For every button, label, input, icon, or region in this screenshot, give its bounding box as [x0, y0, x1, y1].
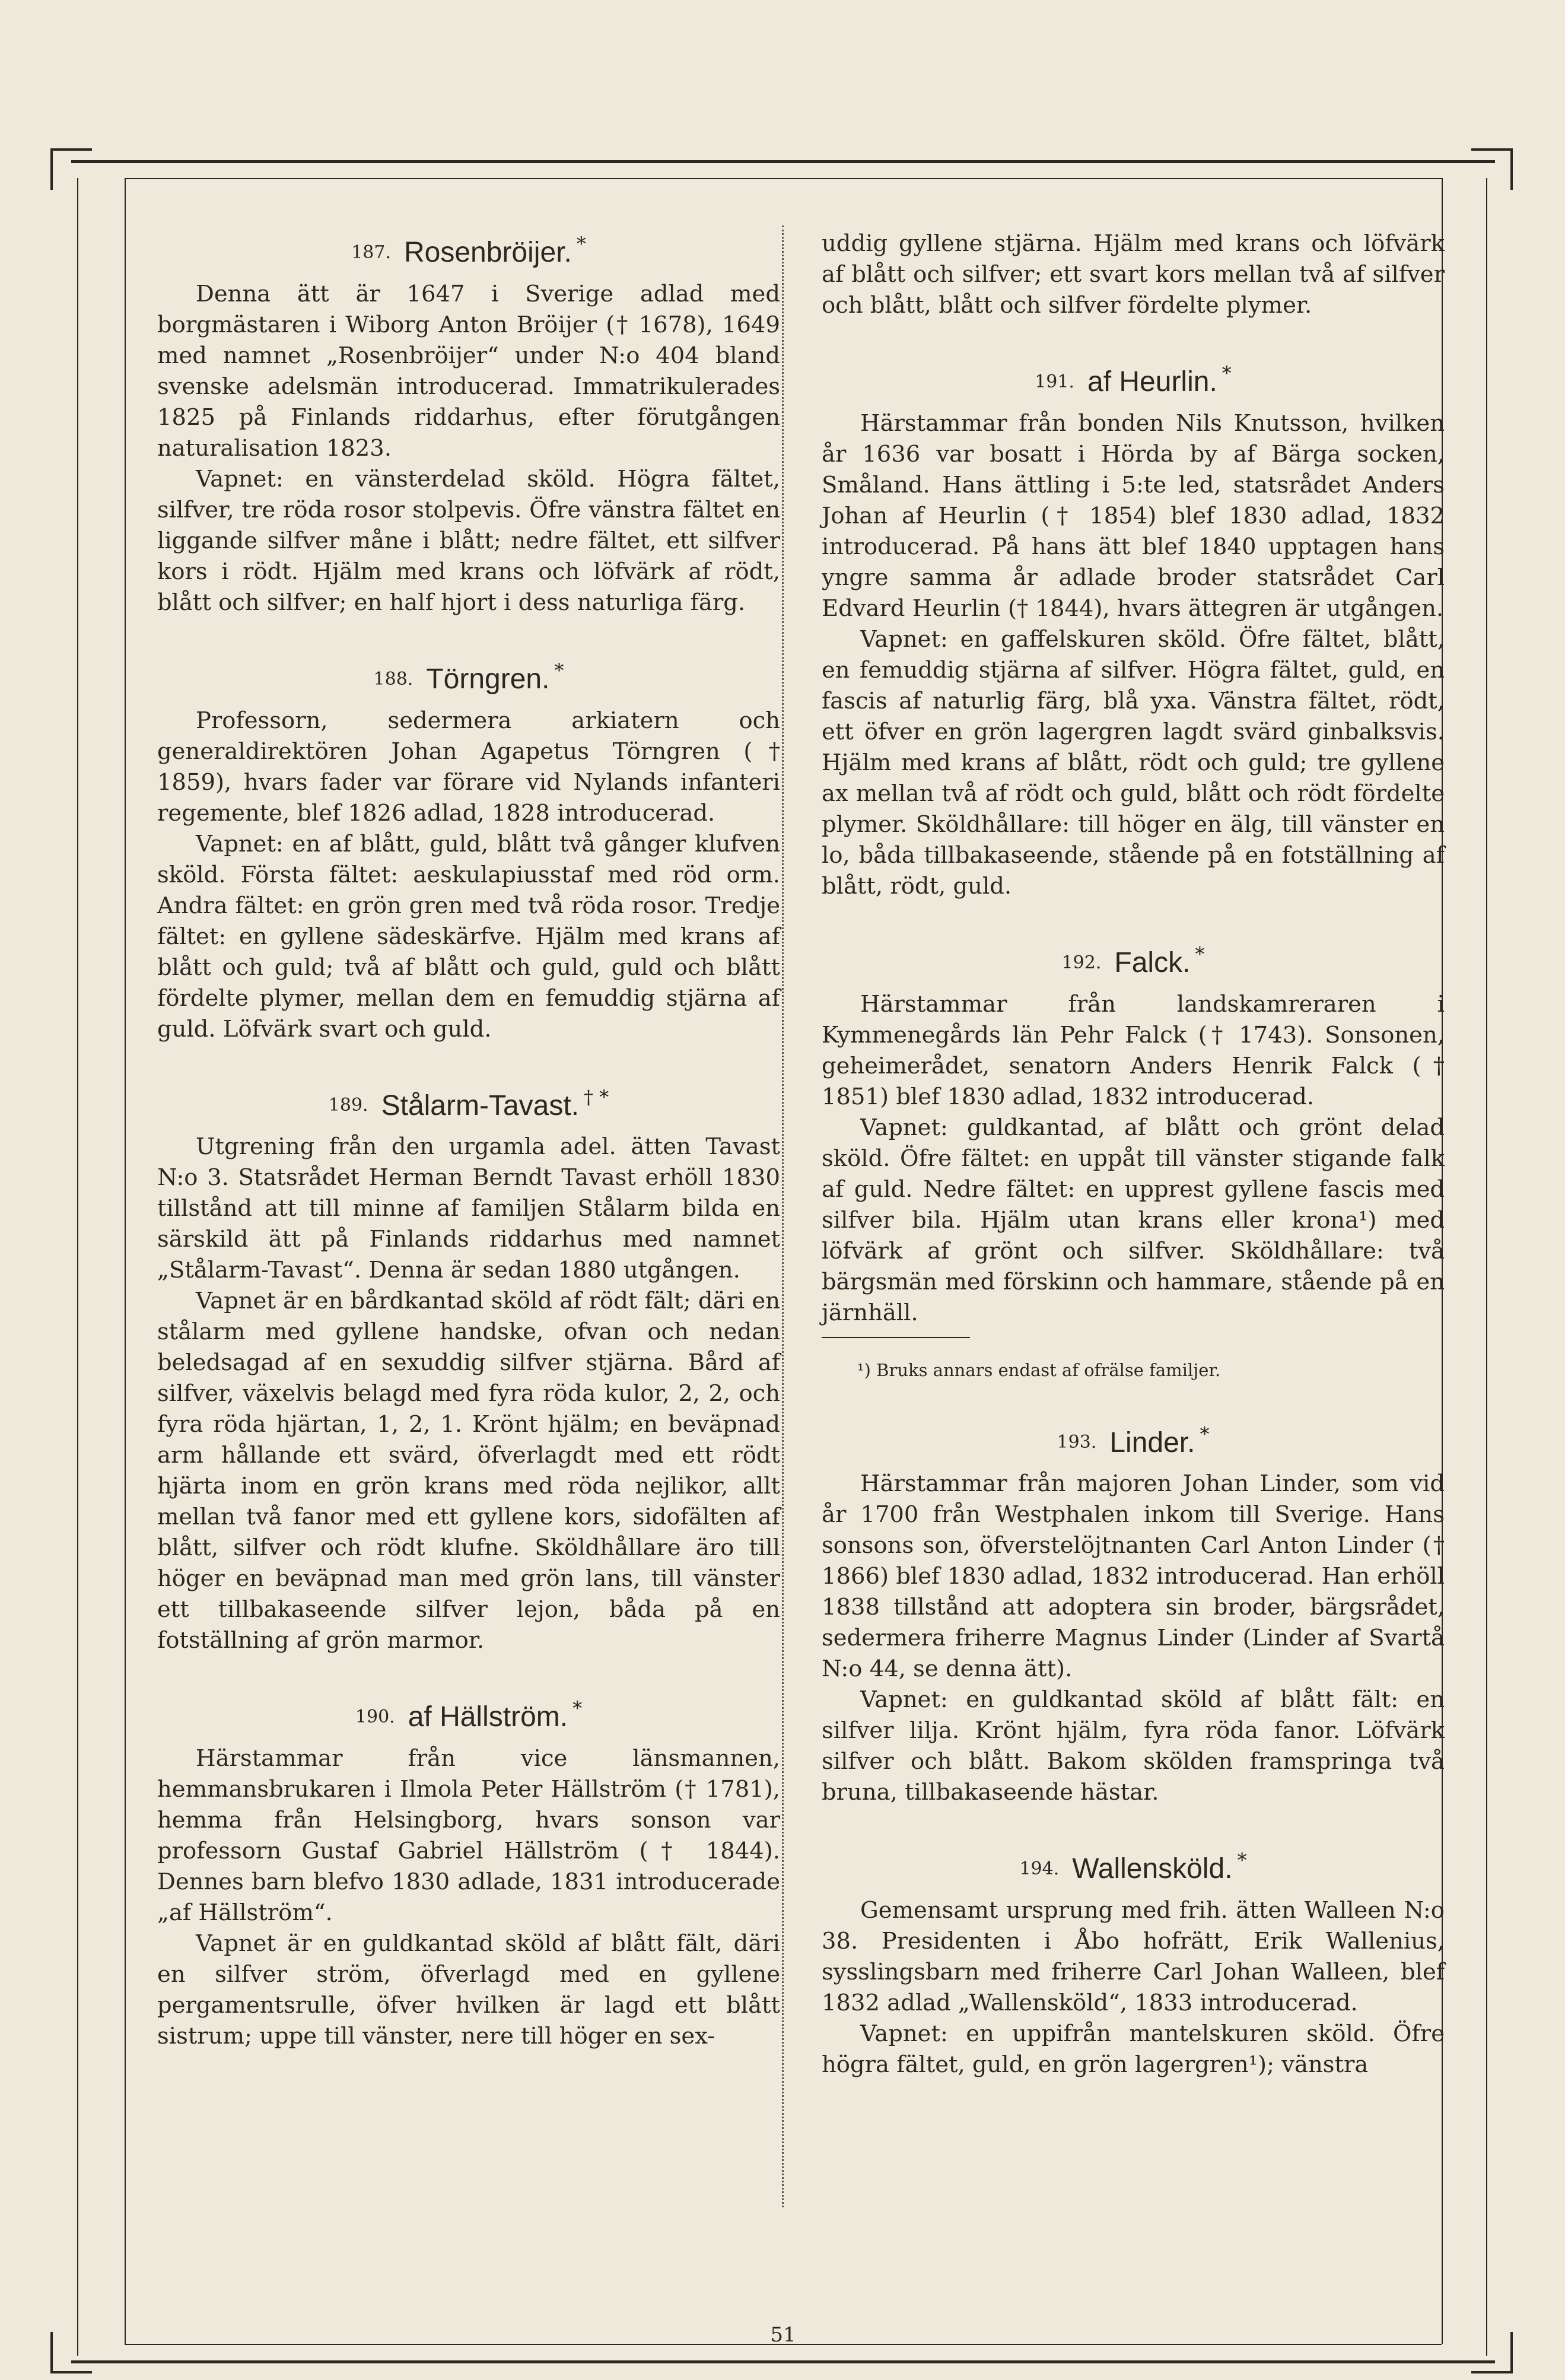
frame-corner-top-right: [1471, 148, 1513, 190]
entry-189: [157, 1082, 780, 1657]
entry-number: 187.: [351, 242, 391, 263]
entry-name: Linder.: [1109, 1426, 1195, 1458]
entry-number: 193.: [1057, 1432, 1097, 1453]
entry-paragraph: Vapnet: guldkantad, af blått och grönt delad sköld. Öfre fältet: en uppåt till vänster stigande falk af guld. Nedre fältet: en upprest gyllene fascis med silfver bila. Hjälm utan krans eller krona¹) med löfvärk af grönt och silfver. Sköldhållare: två bärgsmän med förskinn och hammare, stående på en järnhäll.: [822, 1114, 1445, 1326]
entry-number: 190.: [355, 1707, 395, 1728]
entry-mark: *: [576, 233, 586, 255]
frame-left-inner-line: [125, 178, 126, 2344]
entry-heading: [822, 1845, 1445, 1885]
entry-paragraph: Vapnet: en vänsterdelad sköld. Högra fältet, silfver, tre röda rosor stolpevis. Öfre vänstra fältet en liggande silfver måne i blått; nedre fältet, ett silfver kors i rödt. Hjälm med krans och löfvärk af rödt, blått och silfver; en half hjort i dess naturliga färg.: [157, 465, 780, 616]
entry-paragraph: Härstammar från bonden Nils Knutsson, hvilken år 1636 var bosatt i Hörda by af Bärga socken, Småland. Hans ättling i 5:te led, statsrådet Anders Johan af Heurlin († 1854) blef 1830 adlad, 1832 introducerad. På hans ätt blef 1840 upptagen hans yngre samma år adlade broder statsrådet Carl Edvard Heurlin († 1844), hvars ättegren är utgången.: [822, 409, 1445, 622]
entry-paragraph: Vapnet: en guldkantad sköld af blått fält: en silfver lilja. Krönt hjälm, fyra röda fanor. Löfvärk silfver och blått. Bakom skölden framspringa två bruna, tillbakaseende hästar.: [822, 1686, 1445, 1806]
continuation-paragraph: uddig gyllene stjärna. Hjälm med krans och löfvärk af blått och silfver; ett svart kors mellan två af silfver och blått, blått och silfver fördelte plymer.: [822, 230, 1445, 319]
entry-paragraph: Utgrening från den urgamla adel. ätten Tavast N:o 3. Statsrådet Herman Berndt Tavast erhöll 1830 tillstånd att till minne af familjen Stålarm bilda en särskild ätt på Finlands riddarhus med namnet „Stålarm-Tavast“. Denna är sedan 1880 utgången.: [157, 1133, 780, 1284]
frame-bottom-outer-line: [71, 2360, 1495, 2363]
entry-paragraph: Härstammar från majoren Johan Linder, som vid år 1700 från Westphalen inkom till Sverige. Hans sonsons son, öfverstelöjtnanten Carl Anton Linder († 1866) blef 1830 adlad, 1832 introducerad. Han erhöll 1838 tillstånd att adoptera sin broder, bärgsrådet, sedermera friherre Magnus Linder (Linder af Svartå N:o 44, se denna ätt).: [822, 1470, 1445, 1683]
entry-mark: † *: [584, 1085, 609, 1108]
entry-paragraph: Professorn, sedermera arkiatern och generaldirektören Johan Agapetus Törngren († 1859), hvars fader var förare vid Nylands infanteri regemente, blef 1826 adlad, 1828 introducerad.: [157, 707, 780, 827]
entry-heading: [157, 655, 780, 695]
frame-corner-bottom-right: [1471, 2332, 1513, 2373]
entry-mark: *: [554, 659, 564, 682]
entry-number: 191.: [1035, 371, 1075, 392]
entry-187: [157, 228, 780, 618]
entry-mark: *: [1200, 1422, 1210, 1445]
frame-top-outer-line: [71, 160, 1495, 163]
entry-number: 194.: [1019, 1858, 1060, 1880]
entry-name: Falck.: [1114, 946, 1191, 978]
footnote: ¹) Bruks annars endast af ofrälse familjer.: [857, 1359, 1221, 1380]
entry-paragraph: Härstammar från landskamreraren i Kymmenegårds län Pehr Falck († 1743). Sonsonen, geheimerådet, senatorn Anders Henrik Falck († 1851) blef 1830 adlad, 1832 introducerad.: [822, 990, 1445, 1110]
entry-mark: *: [1237, 1849, 1247, 1872]
entry-name: af Heurlin.: [1087, 366, 1217, 398]
entry-paragraph: Gemensamt ursprung med frih. ätten Walleen N:o 38. Presidenten i Åbo hofrätt, Erik Wallenius, sysslingsbarn med friherre Carl Johan Walleen, blef 1832 adlad „Wallensköld“, 1833 introducerad.: [822, 1897, 1445, 2017]
entry-mark: *: [572, 1697, 583, 1720]
entry-paragraph: Denna ätt är 1647 i Sverige adlad med borgmästaren i Wiborg Anton Bröijer († 1678), 1649 med namnet „Rosenbröijer“ under N:o 404 bland svenske adelsmän introducerad. Immatrikulerades 1825 på Finlands riddarhus, efter förutgången naturalisation 1823.: [157, 280, 780, 462]
frame-right-outer-line: [1486, 178, 1487, 2356]
entry-name: Stålarm-Tavast.: [381, 1089, 580, 1121]
entry-paragraph: Vapnet: en af blått, guld, blått två gånger klufven sköld. Första fältet: aeskulapiusstaf med röd orm. Andra fältet: en grön gren med två röda rosor. Tredje fältet: en gyllene sädeskärfve. Hjälm med krans af blått och guld; två af blått och guld, guld och blått fördelte plymer, mellan dem en femuddig stjärna af guld. Löfvärk svart och guld.: [157, 830, 780, 1043]
entry-paragraph: Vapnet: en gaffelskuren sköld. Öfre fältet, blått, en femuddig stjärna af silfver. Högra fältet, guld, en fascis af naturlig färg, blå yxa. Vänstra fältet, rödt, ett öfver en grön lagergren lagdt svärd ginbalksvis. Hjälm med krans af blått, rödt och guld; tre gyllene ax mellan två af rödt och guld, blått och rödt fördelte plymer. Sköldhållare: till höger en älg, till vänster en lo, båda tillbakaseende, stående på en fotställning af blått, rödt, guld.: [822, 625, 1445, 900]
entry-heading: [822, 1419, 1445, 1458]
entry-mark: *: [1222, 362, 1232, 385]
entry-name: Rosenbröijer.: [403, 236, 572, 268]
frame-top-inner-line: [125, 178, 1442, 179]
entry-paragraph: Vapnet är en guldkantad sköld af blått fält, däri en silfver ström, öfverlagd med en gyllene pergamentsrulle, öfver hvilken är lagd ett blått sistrum; uppe till vänster, nere till höger en sex-: [157, 1930, 780, 2050]
right-column: [822, 228, 1445, 2080]
entry-paragraph: Vapnet: en uppifrån mantelskuren sköld. Öfre högra fältet, guld, en grön lagergren¹); vänstra: [822, 2020, 1445, 2079]
entry-paragraph: Vapnet är en bårdkantad sköld af rödt fält; däri en stålarm med gyllene handske, ofvan och nedan beledsagad af en sexuddig silfver stjärna. Bård af silfver, växelvis belagd med fyra röda kulor, 2, 2, och fyra röda hjärtan, 1, 2, 1. Krönt hjälm; en beväpnad arm hållande ett svärd, öfverlagdt med ett rödt hjärta inom en grön krans med röda nejlikor, allt mellan två fanor med ett gyllene kors, sidofälten af blått, silfver och rödt klufne. Sköldhållare äro till höger en beväpnad man med grön lans, till vänster ett tillbakaseende silfver lejon, båda på en fotställning af grön marmor.: [157, 1288, 780, 1654]
footnote-rule: [822, 1337, 970, 1338]
entry-number: 192.: [1061, 952, 1102, 973]
entry-188: [157, 655, 780, 1045]
entry-name: Törngren.: [426, 663, 550, 695]
entry-heading: [822, 939, 1445, 978]
entry-heading: [157, 1082, 780, 1121]
entry-heading: [822, 358, 1445, 398]
entry-191: [822, 358, 1445, 902]
entry-number: 189.: [328, 1095, 368, 1116]
page-number: 51: [770, 2323, 796, 2347]
entry-194: [822, 1845, 1445, 2080]
entry-paragraph: Härstammar från vice länsmannen, hemmansbrukaren i Ilmola Peter Hällström († 1781), hemma från Helsingborg, hvars sonson var professorn Gustaf Gabriel Hällström († 1844). Dennes barn blefvo 1830 adlade, 1831 introducerade „af Hällström“.: [157, 1745, 780, 1927]
frame-corner-top-left: [50, 148, 92, 190]
frame-corner-bottom-left: [50, 2332, 92, 2373]
entry-190: [157, 1693, 780, 2052]
entry-name: Wallensköld.: [1072, 1853, 1233, 1885]
entry-name: af Hällström.: [408, 1701, 568, 1733]
left-column: [157, 228, 780, 2052]
entry-number: 188.: [373, 668, 413, 689]
frame-left-outer-line: [77, 178, 78, 2356]
entry-heading: [157, 228, 780, 268]
entry-heading: [157, 1693, 780, 1733]
column-divider: [782, 225, 784, 2207]
entry-mark: *: [1195, 942, 1205, 965]
entry-193: [822, 1419, 1445, 1809]
entry-192: [822, 939, 1445, 1382]
